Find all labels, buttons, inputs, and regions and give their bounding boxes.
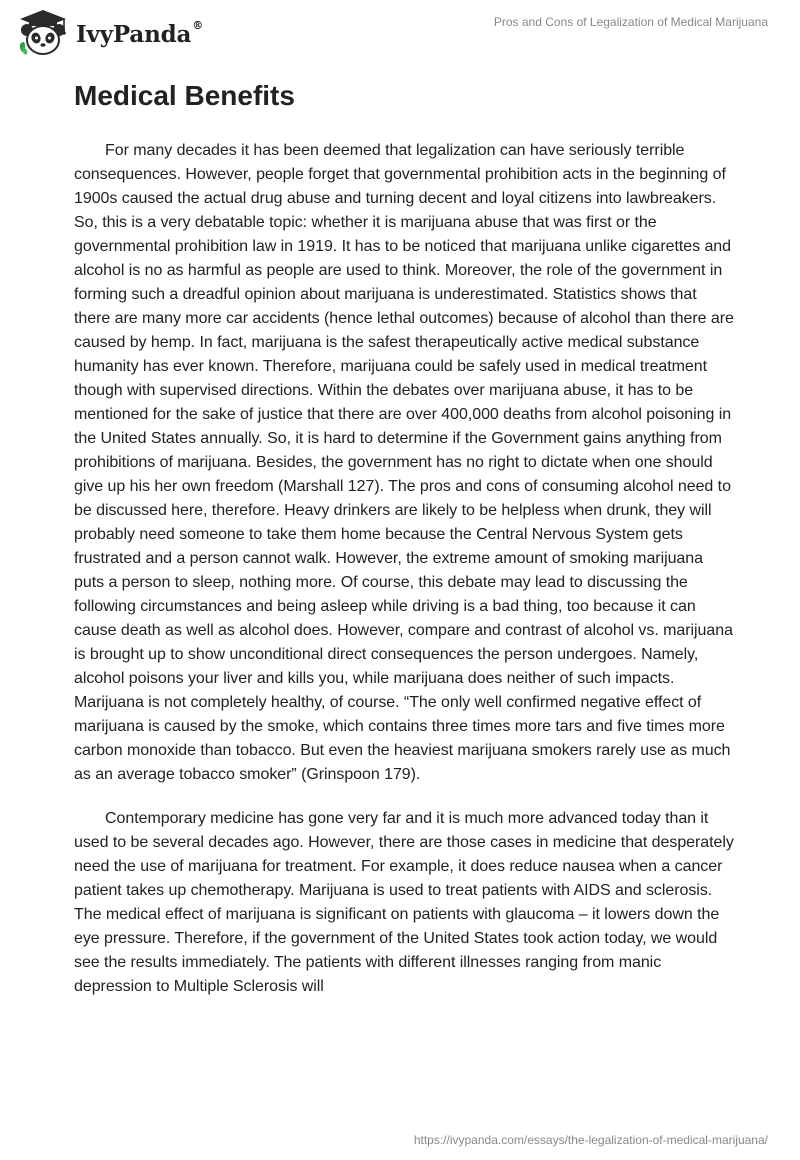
ivypanda-logo[interactable] (14, 8, 203, 58)
brand-name: IvyPanda® (76, 18, 203, 48)
page-header (0, 0, 800, 70)
paragraph-2: Contemporary medicine has gone very far and it is much more advanced today than it used to be several decades ago. However, there are those cases in medicine that desperately need the use of marijuana for treatment. For example, it does reduce nausea when a cancer patient takes up chemotherapy. Marijuana is used to treat patients with AIDS and sclerosis. The medical effect of marijuana is significant on patients with glaucoma – it lowers down the eye pressure. Therefore, if the government of the United States took action today, we would see the results immediately. The patients with different illnesses ranging from manic depression to Multiple Sclerosis will (74, 810, 734, 995)
source-url[interactable]: https://ivypanda.com/essays/the-legalization-of-medical-marijuana/ (413, 1133, 768, 1147)
section-heading: Medical Benefits (74, 80, 295, 111)
document-title: Pros and Cons of Legalization of Medical Marijuana (493, 15, 768, 29)
article-content (74, 70, 734, 999)
registered-mark: ® (192, 18, 203, 32)
paragraph-1: For many decades it has been deemed that legalization can have seriously terrible consequences. However, people forget that governmental prohibition acts in the beginning of 1900s caused the actual drug abuse and turning decent and loyal citizens into lawbreakers. So, this is a very debatable topic: whether it is marijuana abuse that was first or the governmental prohibition law in 1919. It has to be noticed that marijuana unlike cigarettes and alcohol is no as harmful as people are used to think. Moreover, the role of the government in forming such a dreadful opinion about marijuana is underestimated. Statistics shows that there are many more car accidents (hence lethal outcomes) because of alcohol than there are caused by hemp. In fact, marijuana is the safest therapeutically active medical substance humanity has ever known. Therefore, marijuana could be safely used in medical treatment though with supervised directions. Within the debates over marijuana abuse, it has to be mentioned for the sake of justice that there are over 400,000 deaths from alcohol poisoning in the United States annually. So, it is hard to determine if the Government gains anything from prohibitions of marijuana. Besides, the government has no right to dictate when one should give up his her own freedom (Marshall 127). The pros and cons of consuming alcohol need to be discussed here, therefore. Heavy drinkers are likely to be helpless when drunk, they will probably need someone to take them home because the Central Nervous System gets frustrated and a person cannot walk. However, the extreme amount of smoking marijuana puts a person to sleep, nothing more. Of course, this debate may lead to discussing the following circumstances and being asleep while driving is a bad thing, too because it can cause death as well as alcohol does. However, compare and contrast of alcohol vs. marijuana is brought up to show unconditional direct consequences the person undergoes. Namely, alcohol poisons your liver and kills you, while marijuana does neither of such impacts. Marijuana is not completely healthy, of course. “The only well confirmed negative effect of marijuana is caused by the smoke, which contains three times more tars and five times more carbon monoxide than tobacco. But even the heaviest marijuana smokers rarely use as much as an average tobacco smoker” (Grinspoon 179). (74, 142, 734, 783)
panda-graduate-icon (14, 8, 72, 58)
